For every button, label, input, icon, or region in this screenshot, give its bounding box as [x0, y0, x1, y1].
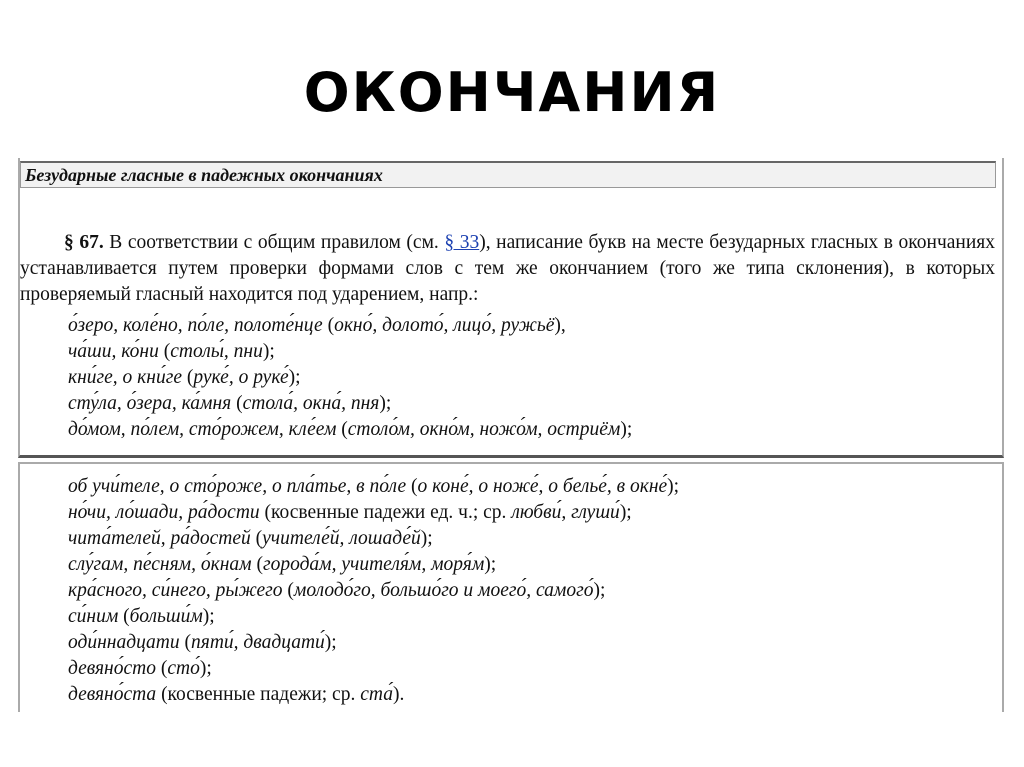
example-line: чита́телей, ра́достей (учителе́й, лошаде́й); — [68, 528, 433, 549]
example-line: девяно́сто (сто́); — [68, 658, 212, 679]
example-line: слу́гам, пе́сням, о́кнам (города́м, учителя́м, моря́м); — [68, 554, 497, 575]
section-33-link[interactable]: § 33 — [444, 232, 480, 253]
example-line: об учи́теле, о сто́роже, о пла́тье, в по́ле (о коне́, о ноже́, о белье́, в окне́); — [68, 476, 680, 497]
section-header: Безударные гласные в падежных окончаниях — [20, 161, 996, 188]
example-line: оди́ннадцати (пяти́, двадцати́); — [68, 632, 337, 653]
example-line: си́ним (больши́м); — [68, 606, 215, 627]
slide-title: ОКОНЧАНИЯ — [303, 61, 721, 124]
example-line: кни́ге, о кни́ге (руке́, о руке́); — [68, 367, 301, 388]
example-line: до́мом, по́лем, сто́рожем, кле́ем (столо́м, окно́м, ножо́м, остриём); — [68, 419, 633, 440]
example-line: но́чи, ло́шади, ра́дости (косвенные падежи ед. ч.; ср. любви́, глуши́); — [68, 502, 632, 523]
example-line: о́зеро, коле́но, по́ле, полоте́нце (окно́, долото́, лицо́, ружьё), — [68, 315, 566, 336]
example-line: кра́сного, си́него, ры́жего (молодо́го, большо́го и моего́, самого́); — [68, 580, 606, 601]
paragraph-number: § 67. — [64, 232, 104, 253]
example-line: ча́ши, ко́ни (столы́, пни); — [68, 341, 275, 362]
rule-paragraph — [20, 230, 995, 308]
paragraph-text-before: В соответствии с общим правилом (см. — [103, 232, 445, 253]
paragraph-text-after: ), написание букв на месте безударных гласных в окончаниях устанавливается путем проверки формами слов с тем же окончанием (того же типа склонения), в которых проверяемый гласный находится под ударением, напр.: — [20, 232, 996, 305]
example-line: сту́ла, о́зера, ка́мня (стола́, окна́, пня); — [68, 393, 392, 414]
example-line: девяно́ста (косвенные падежи; ср. ста́). — [68, 684, 405, 705]
